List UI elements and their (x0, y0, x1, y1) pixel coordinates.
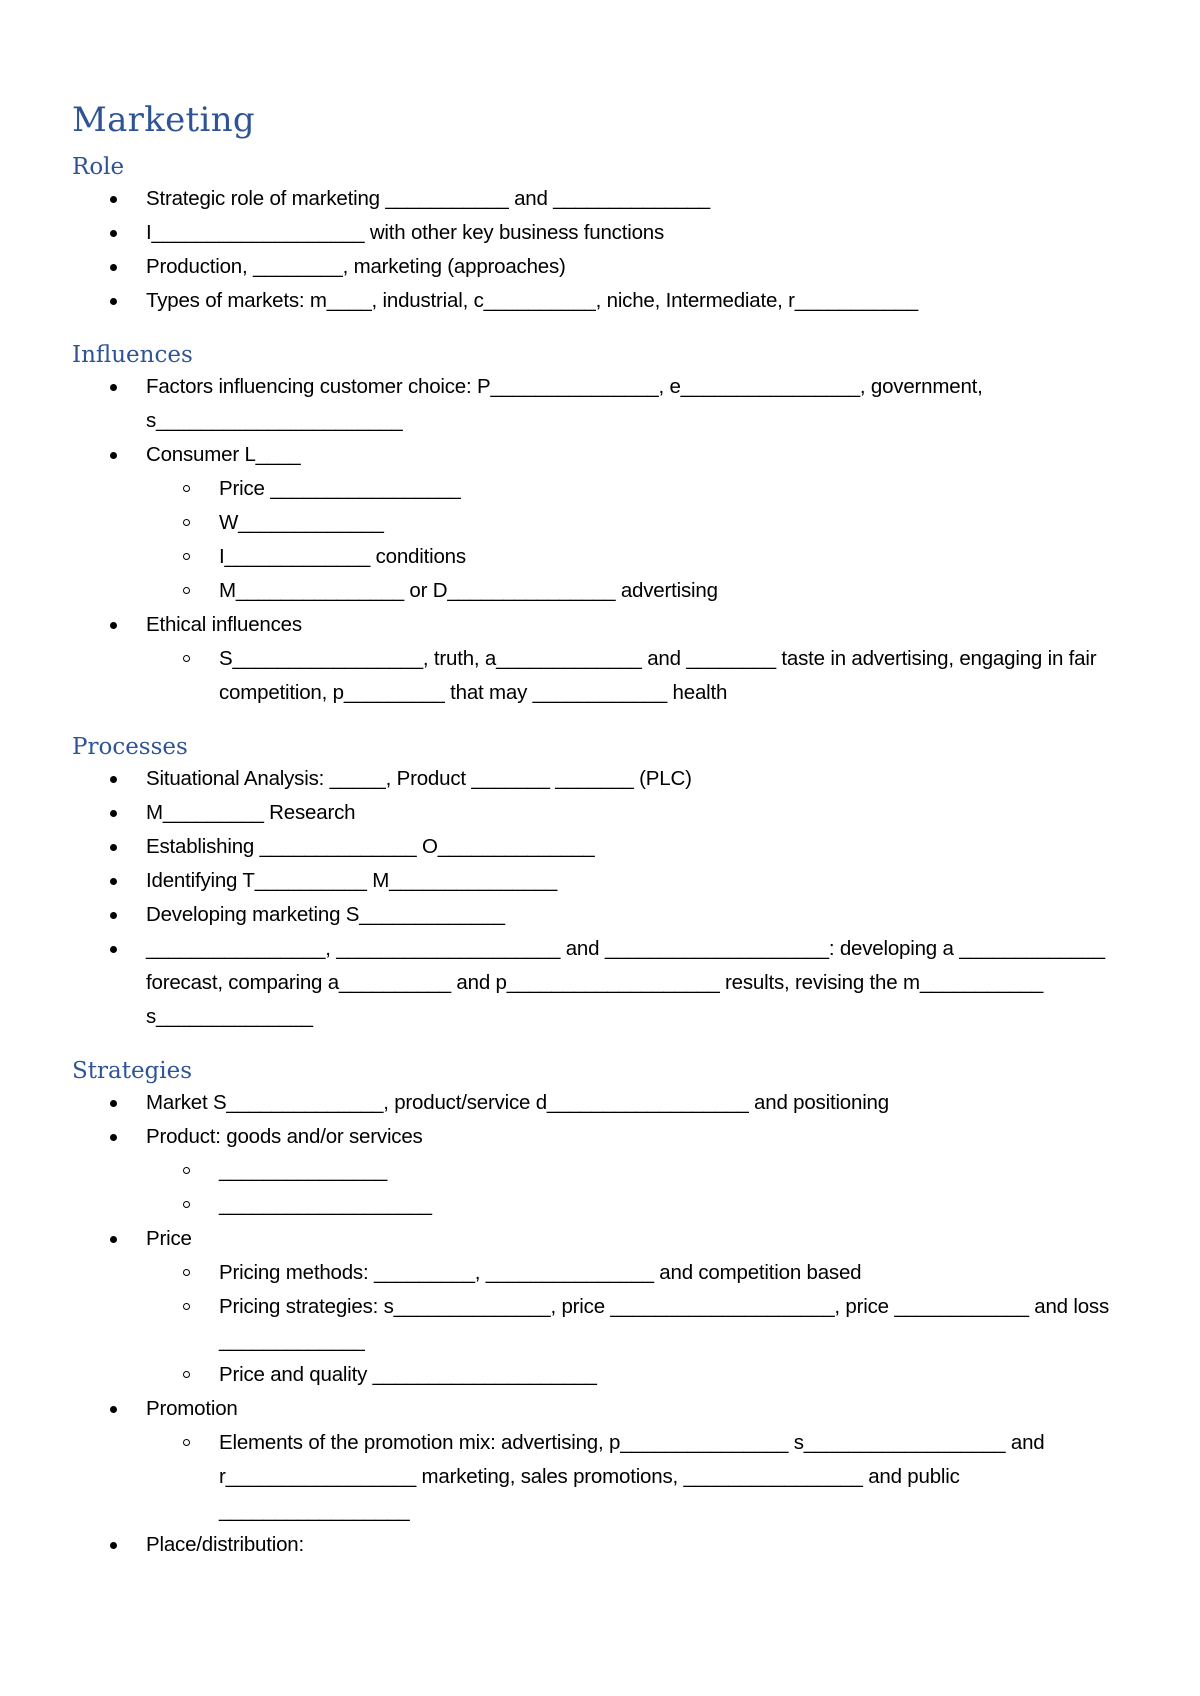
bullet-icon (110, 1134, 117, 1141)
list-item-text: Product: goods and/or services (146, 1125, 423, 1148)
sub-list-item-text: I_____________ conditions (219, 545, 466, 568)
list-item (72, 1222, 1140, 1392)
bullet-icon (110, 912, 117, 919)
list-item (72, 370, 1140, 438)
list-item (72, 216, 1140, 250)
list-item-text: Consumer L____ (146, 443, 301, 466)
bullet-icon (110, 776, 117, 783)
circle-bullet-icon (183, 519, 190, 526)
bullet-icon (110, 452, 117, 459)
list-item (72, 1392, 1140, 1528)
sub-list-item (146, 1256, 1140, 1290)
sub-list-item-text: Pricing strategies: s______________, price ____________________, price ____________ and loss _____________ (219, 1295, 1110, 1352)
sub-list-item-text: _______________ (219, 1159, 388, 1182)
circle-bullet-icon (183, 485, 190, 492)
sub-list-item-text: Pricing methods: _________, _______________ and competition based (219, 1261, 862, 1284)
bullet-icon (110, 1542, 117, 1549)
list-item (72, 438, 1140, 608)
sub-list-item (146, 1358, 1140, 1392)
sub-list-item (146, 540, 1140, 574)
sub-list (146, 472, 1140, 608)
bullet-icon (110, 878, 117, 885)
bullet-icon (110, 384, 117, 391)
list-item (72, 762, 1140, 796)
circle-bullet-icon (183, 1269, 190, 1276)
section-heading: Role (72, 154, 125, 180)
sub-list-item (146, 506, 1140, 540)
list-item-text: Market S______________, product/service d__________________ and positioning (146, 1091, 889, 1114)
sub-list-item-text: S_________________, truth, a_____________ and ________ taste in advertising, engaging in fair competition, p_________ that may ____________ health (219, 647, 1097, 704)
list-item-text: ________________, ____________________ and ____________________: developing a _____________ forecast, comparing a__________ and p___________________ results, revising the m___________ s______________ (146, 937, 1105, 1028)
sub-list (146, 1426, 1140, 1528)
list-item-text: Developing marketing S_____________ (146, 903, 505, 926)
list-item-text: Place/distribution: (146, 1533, 305, 1556)
list-item-text: Ethical influences (146, 613, 302, 636)
bullet-icon (110, 196, 117, 203)
list-item (72, 1086, 1140, 1120)
sub-list-item-text: Price and quality ____________________ (219, 1363, 597, 1386)
sections-container (72, 152, 1140, 1562)
sub-list (146, 642, 1140, 710)
bullet-list (72, 762, 1140, 1034)
bullet-icon (110, 230, 117, 237)
circle-bullet-icon (183, 1303, 190, 1310)
sub-list-item-text: Elements of the promotion mix: advertising, p_______________ s__________________ and r_________________ marketing, sales promotions, ________________ and public _________________ (219, 1431, 1045, 1522)
list-item (72, 796, 1140, 830)
section-heading: Processes (72, 734, 188, 760)
sub-list-item (146, 642, 1140, 710)
section-heading: Strategies (72, 1058, 193, 1084)
list-item (72, 830, 1140, 864)
list-item-text: Promotion (146, 1397, 238, 1420)
sub-list-item (146, 1188, 1140, 1222)
section-influences (72, 340, 1140, 710)
list-item-text: M_________ Research (146, 801, 356, 824)
list-item-text: Types of markets: m____, industrial, c__________, niche, Intermediate, r___________ (146, 289, 919, 312)
list-item-text: Situational Analysis: _____, Product _______ _______ (PLC) (146, 767, 692, 790)
sub-list-item-text: M_______________ or D_______________ advertising (219, 579, 718, 602)
circle-bullet-icon (183, 655, 190, 662)
circle-bullet-icon (183, 1201, 190, 1208)
list-item (72, 182, 1140, 216)
list-item-text: Strategic role of marketing ___________ and ______________ (146, 187, 710, 210)
list-item (72, 250, 1140, 284)
sub-list-item (146, 1290, 1140, 1358)
bullet-icon (110, 946, 117, 953)
section-processes (72, 732, 1140, 1034)
list-item-text: Price (146, 1227, 192, 1250)
sub-list-item (146, 472, 1140, 506)
list-item (72, 1120, 1140, 1222)
bullet-list (72, 370, 1140, 710)
sub-list (146, 1256, 1140, 1392)
bullet-icon (110, 1100, 117, 1107)
bullet-icon (110, 810, 117, 817)
circle-bullet-icon (183, 587, 190, 594)
sub-list-item (146, 1426, 1140, 1528)
bullet-icon (110, 1236, 117, 1243)
list-item-text: I___________________ with other key business functions (146, 221, 665, 244)
list-item-text: Establishing ______________ O______________ (146, 835, 595, 858)
section-role (72, 152, 1140, 318)
page-title: Marketing (72, 100, 255, 140)
section-heading: Influences (72, 342, 193, 368)
list-item (72, 284, 1140, 318)
list-item (72, 1528, 1140, 1562)
bullet-icon (110, 298, 117, 305)
bullet-list (72, 182, 1140, 318)
bullet-icon (110, 1406, 117, 1413)
sub-list-item (146, 574, 1140, 608)
bullet-list (72, 1086, 1140, 1562)
list-item (72, 898, 1140, 932)
section-strategies (72, 1056, 1140, 1562)
sub-list-item-text: ___________________ (219, 1193, 432, 1216)
bullet-icon (110, 264, 117, 271)
list-item-text: Production, ________, marketing (approaches) (146, 255, 566, 278)
sub-list-item-text: W_____________ (219, 511, 384, 534)
circle-bullet-icon (183, 1371, 190, 1378)
bullet-icon (110, 622, 117, 629)
list-item-text: Factors influencing customer choice: P_______________, e________________, government, s______________________ (146, 375, 983, 432)
list-item (72, 932, 1140, 1034)
bullet-icon (110, 844, 117, 851)
circle-bullet-icon (183, 553, 190, 560)
sub-list (146, 1154, 1140, 1222)
list-item-text: Identifying T__________ M_______________ (146, 869, 558, 892)
sub-list-item (146, 1154, 1140, 1188)
list-item (72, 864, 1140, 898)
circle-bullet-icon (183, 1167, 190, 1174)
sub-list-item-text: Price _________________ (219, 477, 461, 500)
circle-bullet-icon (183, 1439, 190, 1446)
list-item (72, 608, 1140, 710)
